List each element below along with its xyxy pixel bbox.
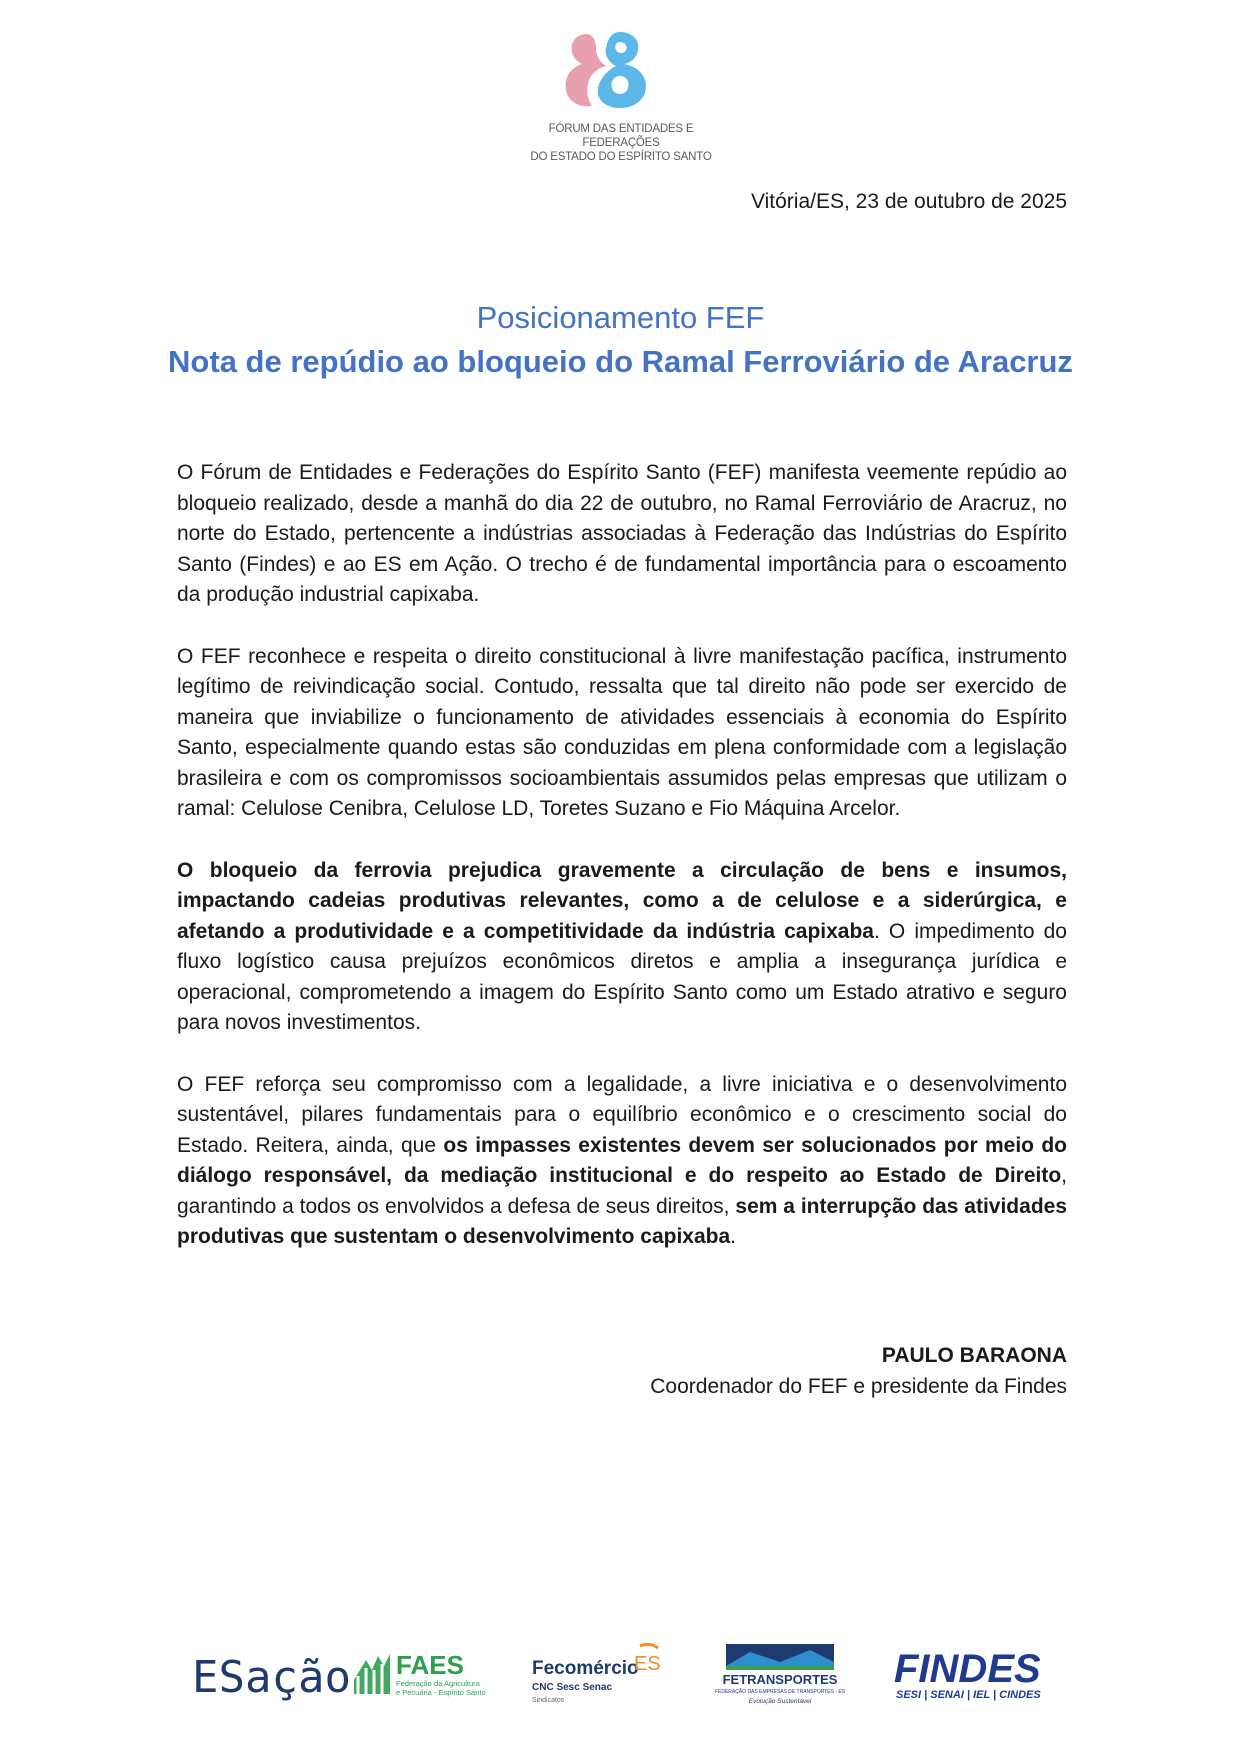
paragraph-4-a: O FEF reforça seu compromisso com a legalidade, a livre iniciativa e o desenvolvimento sustentável, pilares fundamentais para o equilíbrio econômico e o crescimento social do Estado. Reitera, ainda, que [177, 1072, 1067, 1157]
fef-logo-icon [560, 30, 656, 110]
faes-leaf-icon [354, 1654, 390, 1694]
title-block [150, 296, 1091, 384]
faes-logo [350, 1640, 490, 1710]
footer-logos [190, 1640, 1060, 1710]
title-main: Nota de repúdio ao bloqueio do Ramal Ferroviário de Aracruz [168, 344, 1073, 379]
esacao-logo-text: ESação [192, 1652, 351, 1703]
signature-role: Coordenador do FEF e presidente da Findes [650, 1375, 1067, 1398]
paragraph-4-b: os impasses existentes devem ser solucionados por meio do diálogo responsável, da mediação institucional e do respeito ao Estado de Direito [177, 1133, 1067, 1187]
fef-logo-line1: FÓRUM DAS ENTIDADES E FEDERAÇÕES [548, 123, 694, 149]
paragraph-4-e: . [730, 1225, 736, 1248]
paragraph-3-rest: . O impedimento do fluxo logístico causa prejuízos econômicos diretos e amplia a insegurança jurídica e operacional, comprometendo a imagem do Espírito Santo como um Estado atrativo e seguro para novos investimentos. [177, 919, 1067, 1034]
fetransportes-tag: Evolução Sustentável [748, 1698, 812, 1705]
findes-sub: SESI | SENAI | IEL | CINDES [896, 1689, 1041, 1701]
title-subtitle: Posicionamento FEF [476, 300, 765, 335]
findes-name: FINDES [894, 1647, 1041, 1691]
fef-logo-text [516, 122, 726, 164]
esacao-logo [190, 1640, 351, 1710]
paragraph-1: O Fórum de Entidades e Federações do Espírito Santo (FEF) manifesta veemente repúdio ao bloqueio realizado, desde a manhã do dia 22 de outubro, no Ramal Ferroviário de Aracruz, no norte do Estado, pertencente a indústrias associadas à Federação das Indústrias do Espírito Santo (Findes) e ao ES em Ação. O trecho é de fundamental importância para o escoamento da produção industrial capixaba. [177, 461, 1067, 606]
paragraph-3 [177, 856, 1067, 1039]
signature-block [650, 1340, 1067, 1402]
fetransportes-logo [710, 1640, 850, 1710]
fecomercio-es: ES [634, 1653, 661, 1675]
fecomercio-swoosh-icon [640, 1644, 658, 1648]
fef-logo-line2: DO ESTADO DO ESPÍRITO SANTO [530, 151, 712, 163]
fetransportes-name: FETRANSPORTES [722, 1672, 838, 1687]
paragraph-4 [177, 1070, 1067, 1253]
findes-logo [890, 1640, 1060, 1710]
paragraph-4-d: sem a interrupção das atividades produtivas que sustentam o desenvolvimento capixaba [177, 1194, 1068, 1248]
signature-name: PAULO BARAONA [881, 1344, 1067, 1367]
paragraph-3-bold: O bloqueio da ferrovia prejudica gravemente a circulação de bens e insumos, impactando cadeias produtivas relevantes, como a de celulose e a siderúrgica, e afetando a produtividade e a competitividade da indústria capixaba [177, 858, 1067, 943]
fecomercio-sub2: Sindicatos [532, 1697, 565, 1704]
paragraph-4-c: , garantindo a todos os envolvidos a defesa de seus direitos, [177, 1164, 1067, 1218]
body-text [177, 458, 1067, 1284]
faes-sub2: e Pecuária - Espírito Santo [396, 1688, 486, 1697]
faes-sub1: Federação da Agricultura [396, 1679, 480, 1688]
fecomercio-sub: CNC Sesc Senac [532, 1682, 613, 1693]
date-line: Vitória/ES, 23 de outubro de 2025 [750, 190, 1067, 213]
fecomercio-logo [530, 1640, 670, 1710]
fetransportes-sub: FEDERAÇÃO DAS EMPRESAS DE TRANSPORTES - ES [714, 1689, 846, 1695]
fecomercio-name: Fecomércio [532, 1658, 639, 1679]
faes-name: FAES [396, 1650, 464, 1680]
fef-logo [516, 30, 726, 163]
paragraph-2: O FEF reconhece e respeita o direito constitucional à livre manifestação pacífica, instrumento legítimo de reivindicação social. Contudo, ressalta que tal direito não pode ser exercido de maneira que inviabilize o funcionamento de atividades essenciais à economia do Espírito Santo, especialmente quando estas são conduzidas em plena conformidade com a legislação brasileira e com os compromissos socioambientais assumidos pelas empresas que utilizam o ramal: Celulose Cenibra, Celulose LD, Toretes Suzano e Fio Máquina Arcelor. [177, 644, 1067, 820]
